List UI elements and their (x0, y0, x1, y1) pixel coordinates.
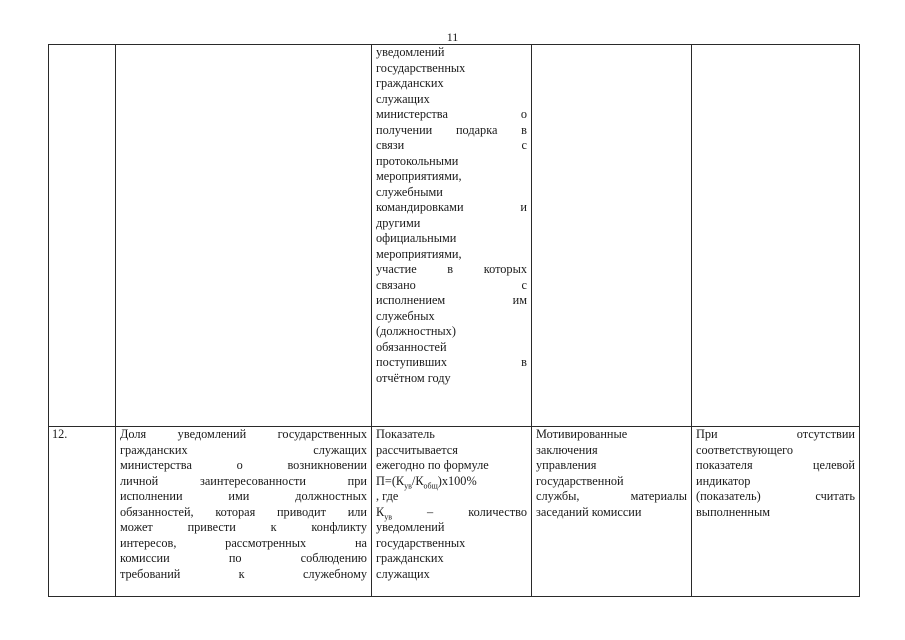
text-line: выполненным (696, 504, 771, 519)
text-line: связи с (376, 138, 527, 152)
calc-line: ежегодно по формуле (376, 458, 489, 472)
text-line: уведомлений (376, 45, 445, 59)
text-line: командировками и (376, 200, 527, 214)
text-line: отчётном году (376, 370, 451, 385)
text-line: получении подарка в (376, 122, 527, 137)
calc-line: государственных (376, 535, 466, 550)
cell-note-empty (692, 45, 860, 427)
text-line: другими (376, 215, 421, 230)
cell-number-empty (49, 45, 116, 427)
source-text (536, 427, 687, 520)
text-line: соответствующего (696, 442, 794, 457)
calc-line: Показатель (376, 427, 435, 441)
text-line: министерства о (376, 107, 527, 121)
text-line: министерства о возникновении (120, 458, 367, 472)
text-line: заключения (536, 442, 598, 457)
indicator-table (48, 44, 860, 597)
cell-calculation-continued (372, 45, 532, 427)
text-line: (должностных) (376, 324, 456, 338)
text-line: участие в которых (376, 262, 527, 276)
text-line: гражданских служащих (120, 442, 367, 457)
calc-line: служащих (376, 566, 430, 581)
text-line: (показатель) считать (696, 489, 855, 503)
calc-line: уведомлений (376, 520, 445, 534)
text-line: поступивших в (376, 355, 527, 369)
indicator-text (120, 427, 367, 582)
text-line: управления (536, 458, 597, 472)
text-line: заседаний комиссии (536, 504, 642, 519)
text-line: может привести к конфликту (120, 520, 367, 534)
variable-definition: $К_{ув}$ – количество (376, 504, 527, 521)
text-line: Доля уведомлений государственных (120, 427, 367, 441)
page-number: 11 (446, 30, 459, 44)
text-line: мероприятиями, (376, 169, 462, 183)
text-line: личной заинтересованности при (120, 473, 367, 488)
cell-calculation-method (372, 427, 532, 597)
text-line: обязанностей (376, 339, 447, 354)
text-line: служащих (376, 91, 430, 106)
text-line: обязанностей, которая приводит или (120, 504, 367, 519)
text-line: государственной (536, 473, 624, 488)
text-line: требований к служебному (120, 566, 367, 581)
cell-indicator-empty (116, 45, 372, 427)
text-line: интересов, рассмотренных на (120, 535, 367, 550)
cell-source-empty (532, 45, 692, 427)
text-line: связано с (376, 277, 527, 292)
text-line: государственных (376, 60, 466, 75)
text-line: исполнением им (376, 293, 527, 307)
note-text (696, 427, 855, 520)
text-line: служебными (376, 184, 443, 199)
row-number: 12. (49, 427, 116, 597)
cell-indicator-name (116, 427, 372, 597)
text-line: гражданских (376, 76, 444, 90)
cell-note (692, 427, 860, 597)
text-line: официальными (376, 231, 457, 245)
text-line: мероприятиями, (376, 246, 462, 261)
text-line: индикатор (696, 473, 751, 488)
text-line: Мотивированные (536, 427, 628, 441)
calculation-text (376, 45, 527, 386)
text-line: протокольными (376, 153, 459, 168)
table-row-continuation (49, 45, 860, 427)
calc-line: , где (376, 489, 399, 503)
text-line: исполнении ими должностных (120, 489, 367, 503)
text-line: При отсутствии (696, 427, 855, 441)
table-row-12 (49, 427, 860, 597)
text-line: комиссии по соблюдению (120, 551, 367, 565)
formula: $П=(К_{ув}/К_{общ})х100\%$ (376, 473, 477, 490)
text-line: служебных (376, 308, 435, 323)
cell-data-source (532, 427, 692, 597)
calc-line: рассчитывается (376, 442, 458, 457)
calc-line: гражданских (376, 551, 444, 565)
text-line: службы, материалы (536, 489, 687, 503)
text-line: показателя целевой (696, 458, 855, 472)
